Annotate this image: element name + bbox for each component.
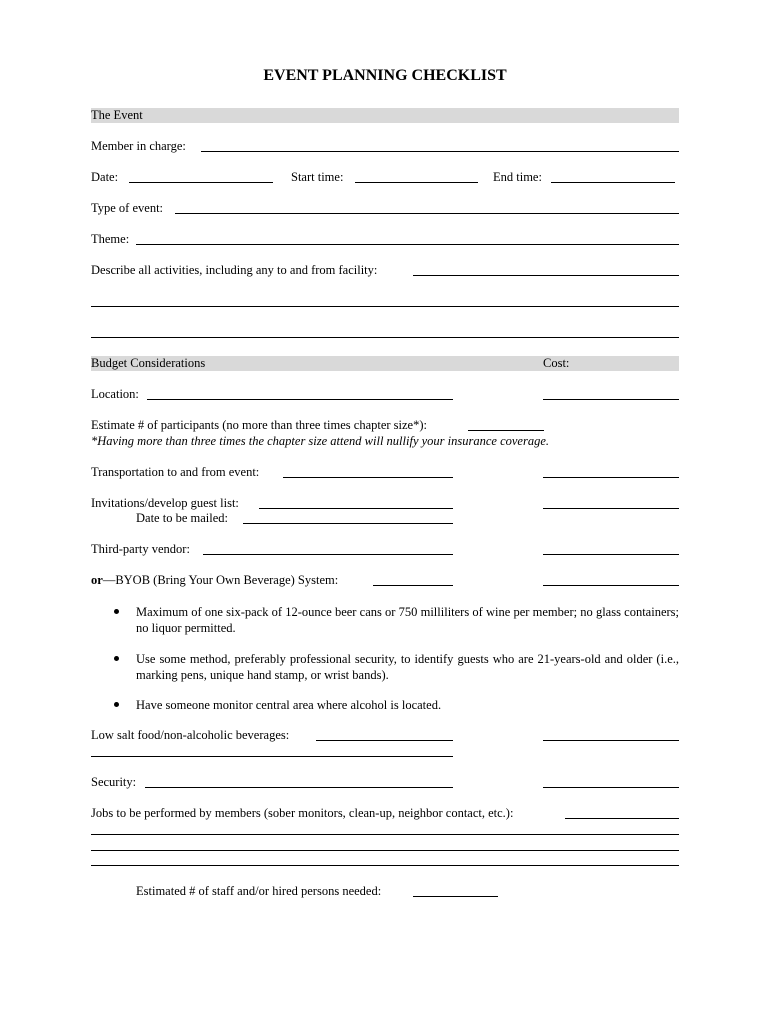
bullet-item: Use some method, preferably professional security, to identify guests who are 21-years-old and older (i.e., marking pens, unique hand stamp, or wrist bands). xyxy=(136,652,679,682)
bullet-item: Maximum of one six-pack of 12-ounce beer cans or 750 milliliters of wine per member; no glass containers; no liquor permitted. xyxy=(136,605,679,635)
security-label: Security: xyxy=(91,775,137,789)
bullet-item: Have someone monitor central area where alcohol is located. xyxy=(136,698,442,712)
section-heading: Budget Considerations xyxy=(91,356,206,370)
jobs-field-line[interactable] xyxy=(91,850,679,851)
transportation-field[interactable] xyxy=(283,477,453,478)
security-cost-field[interactable] xyxy=(543,787,679,788)
third-party-vendor-field[interactable] xyxy=(203,554,453,555)
date-field[interactable] xyxy=(129,182,273,183)
date-to-be-mailed-label: Date to be mailed: xyxy=(136,511,228,525)
transportation-cost-field[interactable] xyxy=(543,477,679,478)
type-of-event-label: Type of event: xyxy=(91,201,164,215)
location-cost-field[interactable] xyxy=(543,399,679,400)
bullet-icon xyxy=(114,656,119,661)
bullet-icon xyxy=(114,702,119,707)
section-header-budget xyxy=(91,356,679,371)
date-to-be-mailed-field[interactable] xyxy=(243,523,453,524)
end-time-field[interactable] xyxy=(551,182,675,183)
staff-needed-label: Estimated # of staff and/or hired persons needed: xyxy=(136,884,382,898)
start-time-field[interactable] xyxy=(355,182,478,183)
activities-field-line[interactable] xyxy=(91,306,679,307)
theme-label: Theme: xyxy=(91,232,130,246)
bullet-icon xyxy=(114,609,119,614)
location-label: Location: xyxy=(91,387,139,401)
activities-label: Describe all activities, including any to and from facility: xyxy=(91,263,378,277)
date-label: Date: xyxy=(91,170,119,184)
estimate-participants-label: Estimate # of participants (no more than three times chapter size*): xyxy=(91,418,427,432)
transportation-label: Transportation to and from event: xyxy=(91,465,260,479)
byob-field[interactable] xyxy=(373,585,453,586)
end-time-label: End time: xyxy=(493,170,542,184)
byob-cost-field[interactable] xyxy=(543,585,679,586)
staff-needed-field[interactable] xyxy=(413,896,498,897)
start-time-label: Start time: xyxy=(291,170,344,184)
type-of-event-field[interactable] xyxy=(175,213,679,214)
third-party-vendor-cost-field[interactable] xyxy=(543,554,679,555)
byob-label xyxy=(91,573,338,588)
member-in-charge-field[interactable] xyxy=(201,151,679,152)
byob-text: —BYOB (Bring Your Own Beverage) System: xyxy=(102,573,339,587)
food-beverages-field[interactable] xyxy=(316,740,453,741)
security-field[interactable] xyxy=(145,787,453,788)
section-heading: The Event xyxy=(91,108,143,122)
food-beverages-label: Low salt food/non-alcoholic beverages: xyxy=(91,728,290,742)
food-beverages-field-line[interactable] xyxy=(91,756,453,757)
invitations-label: Invitations/develop guest list: xyxy=(91,496,239,510)
activities-field-line[interactable] xyxy=(91,337,679,338)
invitations-cost-field[interactable] xyxy=(543,508,679,509)
third-party-vendor-label: Third-party vendor: xyxy=(91,542,190,556)
insurance-note: *Having more than three times the chapter size attend will nullify your insurance coverage. xyxy=(91,434,550,448)
byob-prefix: or xyxy=(91,573,103,587)
jobs-field[interactable] xyxy=(565,818,679,819)
jobs-field-line[interactable] xyxy=(91,865,679,866)
section-header-event xyxy=(91,108,679,123)
member-in-charge-label: Member in charge: xyxy=(91,139,186,153)
activities-field[interactable] xyxy=(413,275,679,276)
jobs-label: Jobs to be performed by members (sober monitors, clean-up, neighbor contact, etc.): xyxy=(91,806,514,820)
location-field[interactable] xyxy=(147,399,453,400)
invitations-field[interactable] xyxy=(259,508,453,509)
food-beverages-cost-field[interactable] xyxy=(543,740,679,741)
theme-field[interactable] xyxy=(136,244,679,245)
page-title: EVENT PLANNING CHECKLIST xyxy=(263,67,507,84)
jobs-field-line[interactable] xyxy=(91,834,679,835)
cost-heading: Cost: xyxy=(543,356,570,370)
estimate-participants-field[interactable] xyxy=(468,430,544,431)
